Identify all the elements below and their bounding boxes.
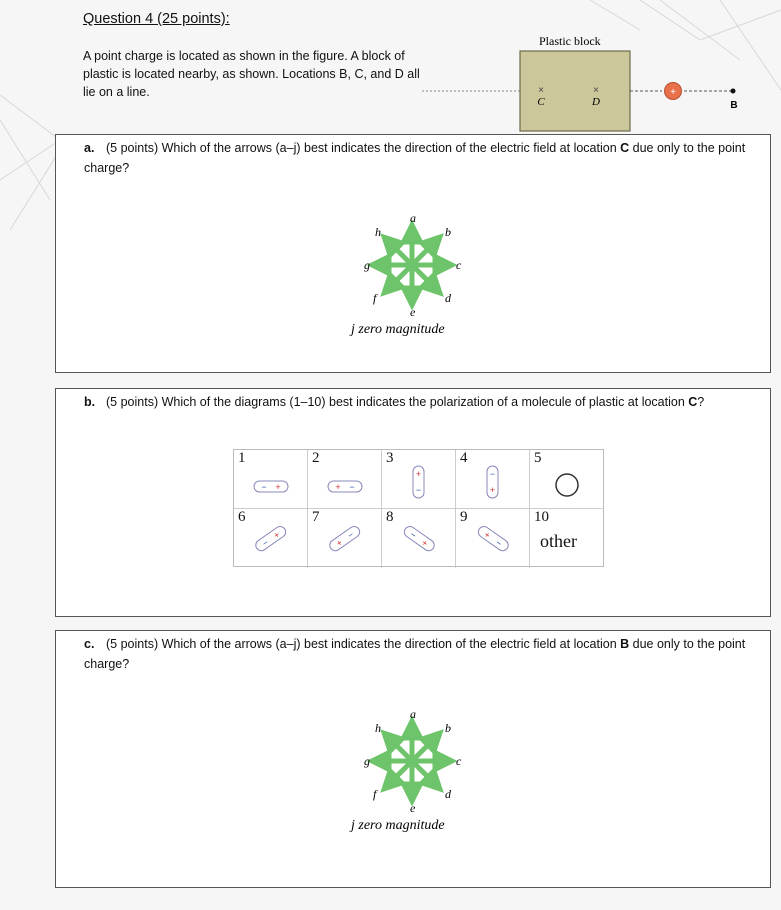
- question-title: Question 4 (25 points):: [83, 11, 230, 27]
- svg-text:j zero magnitude: j zero magnitude: [351, 818, 445, 833]
- diagram-option-3: 3 + −: [382, 450, 456, 509]
- diagram-option-6: 6 − +: [234, 509, 308, 568]
- svg-text:h: h: [375, 721, 381, 735]
- svg-text:h: h: [375, 225, 381, 239]
- svg-text:f: f: [373, 787, 377, 801]
- location-c-label: C: [537, 96, 545, 108]
- svg-text:c: c: [456, 258, 462, 272]
- diagram-option-other: other: [540, 531, 577, 551]
- svg-text:e: e: [410, 305, 416, 319]
- svg-text:+: +: [419, 537, 430, 549]
- arrow-diagram-a: [337, 210, 497, 340]
- svg-text:a: a: [410, 707, 416, 721]
- svg-text:g: g: [364, 258, 370, 272]
- polarization-grid: [233, 449, 604, 567]
- svg-text:−: −: [489, 469, 496, 479]
- part-b-question: b. (5 points) Which of the diagrams (1–10) best indicates the polarization of a molecule of plastic at location C?: [84, 395, 705, 409]
- svg-text:−: −: [415, 485, 422, 495]
- svg-text:+: +: [489, 485, 496, 495]
- svg-text:−: −: [349, 482, 355, 492]
- svg-text:−: −: [345, 529, 356, 541]
- svg-text:d: d: [445, 787, 451, 801]
- location-d-label: D: [592, 96, 600, 108]
- charge-sign: +: [670, 87, 676, 98]
- svg-text:g: g: [364, 754, 370, 768]
- svg-text:d: d: [445, 291, 451, 305]
- diagram-option-7: 7 + −: [308, 509, 382, 568]
- charge-block-figure: [422, 30, 762, 135]
- diagram-option-4: 4 − +: [456, 450, 530, 509]
- diagram-option-9: 9 + −: [456, 509, 530, 568]
- diagram-option-2: 2 + −: [308, 450, 382, 509]
- svg-text:b: b: [445, 721, 451, 735]
- part-a-question: a. (5 points) Which of the arrows (a–j) best indicates the direction of the electric field at location C due only to the point charge?: [84, 141, 746, 175]
- plastic-block-label: Plastic block: [539, 34, 601, 48]
- diagram-option-1: 1 − +: [234, 450, 308, 509]
- arrow-diagram-c: [337, 706, 497, 836]
- svg-text:a: a: [410, 211, 416, 225]
- svg-text:+: +: [482, 529, 493, 541]
- svg-text:−: −: [260, 537, 271, 549]
- location-b-dot: [731, 89, 736, 94]
- diagram-option-10: 10 other: [534, 509, 577, 551]
- svg-text:b: b: [445, 225, 451, 239]
- location-b-label: B: [730, 100, 738, 111]
- svg-text:e: e: [410, 801, 416, 815]
- svg-text:−: −: [493, 537, 504, 549]
- location-d-marker: ×: [593, 85, 599, 96]
- svg-text:+: +: [271, 529, 282, 541]
- part-c-question: c. (5 points) Which of the arrows (a–j) best indicates the direction of the electric field at location B due only to the point charge?: [84, 637, 746, 671]
- location-c-marker: ×: [538, 85, 544, 96]
- diagram-option-5: 5: [530, 450, 604, 509]
- svg-text:+: +: [335, 482, 341, 492]
- svg-text:+: +: [415, 469, 422, 479]
- question-intro: A point charge is located as shown in the figure. A block of plastic is located nearby, as shown. Locations B, C, and D all lie on a line.: [83, 49, 420, 99]
- svg-text:−: −: [261, 482, 267, 492]
- svg-text:+: +: [334, 537, 345, 549]
- svg-text:+: +: [275, 482, 281, 492]
- svg-text:j zero magnitude: j zero magnitude: [351, 322, 445, 337]
- svg-text:c: c: [456, 754, 462, 768]
- diagram-option-8: 8 − +: [382, 509, 456, 568]
- plastic-block: [520, 51, 630, 131]
- svg-text:f: f: [373, 291, 377, 305]
- svg-text:−: −: [408, 529, 419, 541]
